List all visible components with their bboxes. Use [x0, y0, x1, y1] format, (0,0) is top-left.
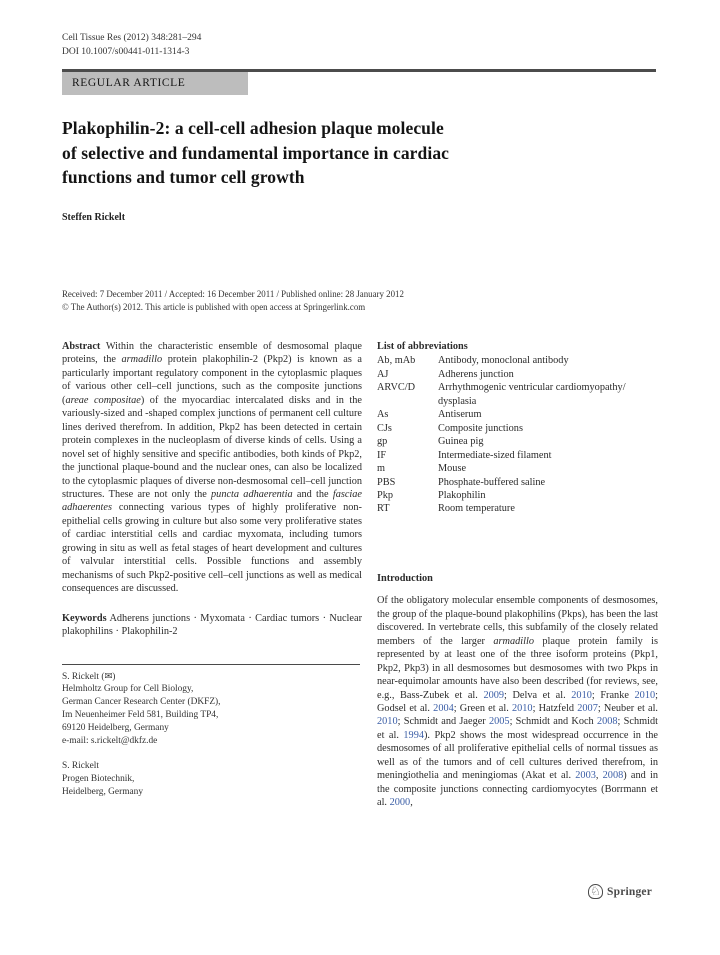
abbreviations-list — [377, 354, 658, 515]
italic-term: areae compositae — [65, 394, 141, 406]
abbreviation-term: ARVC/D — [377, 382, 416, 394]
abbreviation-term: IF — [377, 449, 387, 461]
abbreviation-row — [377, 489, 658, 502]
abbreviation-definition: Adherens junction — [438, 368, 514, 380]
publication-history: Received: 7 December 2011 / Accepted: 16 December 2011 / Published online: 28 January 2012 — [62, 289, 404, 299]
right-column — [377, 340, 658, 810]
springer-horse-icon: ♘ — [588, 884, 603, 899]
abbreviation-row — [377, 408, 658, 421]
italic-term: puncta adhaerentia — [211, 488, 293, 500]
introduction-paragraph: Of the obligatory molecular ensemble components of desmosomes, the group of the plaque-bound plakophilins (Pkps), has been the last discovered. In vertebrate cells, this subfamily of the closely related members of the larger armadillo plaque protein family is represented by at least one of the three isoform proteins (Pkp1, Pkp2, Pkp3) in all desmosomes but desmosomes with two Pkps in near-equimolar amounts have also been described (for reviews, see, e.g., Bass-Zubek et al. 2009; Delva et al. 2010; Franke 2010; Godsel et al. 2004; Green et al. 2010; Hatzfeld 2007; Neuber et al. 2010; Schmidt and Jaeger 2005; Schmidt and Koch 2008; Schmidt et al. 1994). Pkp2 shows the most widespread occurrence in the desmosomes of all proliferative epithelial cells of normal tissues as well as of the tumors and of cell cultures derived therefrom, in meningiothelia and meningiomas (Akat et al. 2003, 2008) and in the composite junctions connecting cardiomyocytes (Borrmann et al. 2000, — [377, 595, 658, 809]
left-column — [62, 340, 362, 810]
abbreviation-term: AJ — [377, 368, 389, 380]
abbreviation-row — [377, 381, 658, 408]
address-line: e-mail: s.rickelt@dkfz.de — [62, 736, 158, 747]
abbreviations-heading: List of abbreviations — [377, 341, 468, 352]
citation-year-link[interactable]: 2009 — [483, 689, 505, 701]
springer-logo — [588, 884, 652, 899]
keywords-label: Keywords — [62, 612, 107, 624]
address-line: Im Neuenheimer Feld 581, Building TP4, — [62, 710, 219, 721]
author-name: Steffen Rickelt — [62, 212, 126, 223]
abbreviation-row — [377, 354, 658, 367]
address-line: Progen Biotechnik, — [62, 773, 135, 784]
article-title — [62, 116, 449, 190]
citation-year-link[interactable]: 2010 — [571, 689, 592, 701]
abbreviation-definition: Guinea pig — [438, 436, 484, 448]
two-column-body — [62, 340, 658, 810]
article-title-line: Plakophilin-2: a cell-cell adhesion plaque molecule — [62, 118, 444, 138]
keywords-paragraph — [62, 612, 362, 639]
abbreviation-term: As — [377, 409, 389, 421]
article-type-badge: REGULAR ARTICLE — [62, 72, 248, 95]
address-line: 69120 Heidelberg, Germany — [62, 723, 169, 734]
keywords-text: Adherens junctions · Myxomata · Cardiac tumors · Nuclear plakophilins · Plakophilin-2 — [62, 612, 362, 638]
italic-term: armadillo — [493, 635, 534, 647]
abbreviation-definition: Room temperature — [438, 503, 515, 515]
abbreviation-definition: Arrhythmogenic ventricular cardiomyopathy/ dysplasia — [438, 382, 626, 407]
citation-year-link[interactable]: 1994 — [403, 729, 424, 741]
citation-year-link[interactable]: 2007 — [577, 702, 598, 714]
abbreviation-definition: Plakophilin — [438, 489, 486, 501]
citation-year-link[interactable]: 2010 — [377, 716, 398, 728]
abbreviation-term: RT — [377, 503, 390, 515]
abbreviation-definition: Mouse — [438, 463, 467, 475]
citation-year-link[interactable]: 2000 — [389, 797, 411, 809]
secondary-affiliation — [62, 760, 362, 799]
citation-year-link[interactable]: 2003 — [575, 770, 596, 782]
address-line: S. Rickelt — [62, 760, 99, 771]
abbreviation-definition: Composite junctions — [438, 422, 523, 434]
abbreviation-term: PBS — [377, 476, 396, 488]
journal-doi: DOI 10.1007/s00441-011-1314-3 — [62, 47, 190, 57]
article-title-line: of selective and fundamental importance in cardiac — [62, 142, 450, 163]
address-line: German Cancer Research Center (DKFZ), — [62, 697, 221, 708]
citation-year-link[interactable]: 2004 — [433, 702, 454, 714]
italic-term: armadillo — [121, 354, 163, 366]
address-line: S. Rickelt (✉) — [62, 671, 116, 682]
footnote-block — [62, 664, 362, 799]
footnote-divider — [62, 664, 360, 665]
citation-year-link[interactable]: 2008 — [596, 716, 618, 728]
abbreviation-row — [377, 502, 658, 515]
journal-header — [62, 31, 201, 59]
italic-term: fasciae adhaerentes — [62, 488, 362, 514]
abbreviation-row — [377, 422, 658, 435]
address-line: Heidelberg, Germany — [62, 786, 144, 797]
introduction-heading: Introduction — [377, 572, 433, 584]
abbreviation-row — [377, 476, 658, 489]
correspondence-address — [62, 671, 362, 748]
citation-year-link[interactable]: 2005 — [488, 716, 510, 728]
abbreviation-row — [377, 462, 658, 475]
abbreviation-term: CJs — [377, 422, 392, 434]
abstract-text: Within the characteristic ensemble of desmosomal plaque proteins, the armadillo protein plakophilin-2 (Pkp2) is known as a particularly important regulatory component in the cytoplasmic plaques of various other cell–cell junctions, such as the composite junctions (areae compositae) of the myocardiac intercalated disks and in the variously-sized and -shaped complex junctions of permanent cell culture lines derived therefrom. In addition, Pkp2 has been detected in certain protein complexes in the nucleoplasm of diverse kinds of cells. Using a novel set of highly sensitive and specific antibodies, both kinds of Pkp2, the junctional plaque-bound and the nuclear ones, can also be localized to the cytoplasmic plaques of diverse non-desmosomal cell–cell junction structures. These are not only the puncta adhaerentia and the fasciae adhaerentes connecting various types of highly proliferative non-epithelial cells growing in culture but also some very proliferative states of cardiac interstitial cells and cardiac myxomata, including tumors growing in situ as well as fetal stages of heart development and cultures of valvular interstitial cells. Possible functions and assembly mechanisms of such Pkp2-positive cell–cell junctions as well as medical consequences are discussed. — [62, 341, 362, 595]
copyright-line: © The Author(s) 2012. This article is published with open access at Springerlink.com — [62, 302, 366, 312]
abbreviation-row — [377, 435, 658, 448]
citation-year-link[interactable]: 2008 — [602, 770, 624, 782]
abbreviation-term: Ab, mAb — [377, 355, 416, 367]
address-line: Helmholtz Group for Cell Biology, — [62, 684, 194, 695]
abbreviation-row — [377, 368, 658, 381]
publication-dates — [62, 288, 404, 314]
abbreviation-definition: Intermediate-sized filament — [438, 449, 552, 461]
abstract-paragraph — [62, 340, 362, 596]
citation-year-link[interactable]: 2010 — [634, 689, 656, 701]
abbreviation-term: Pkp — [377, 489, 394, 501]
abbreviation-term: gp — [377, 436, 388, 448]
abbreviation-definition: Antiserum — [438, 409, 482, 421]
springer-wordmark: Springer — [607, 885, 653, 898]
abbreviation-term: m — [377, 463, 386, 475]
abbreviation-row — [377, 449, 658, 462]
abbreviation-definition: Phosphate-buffered saline — [438, 476, 546, 488]
abbreviation-definition: Antibody, monoclonal antibody — [438, 355, 569, 367]
abstract-label: Abstract — [62, 341, 101, 352]
article-title-line: functions and tumor cell growth — [62, 167, 305, 187]
citation-year-link[interactable]: 2010 — [511, 702, 533, 714]
journal-citation: Cell Tissue Res (2012) 348:281–294 — [62, 33, 202, 43]
